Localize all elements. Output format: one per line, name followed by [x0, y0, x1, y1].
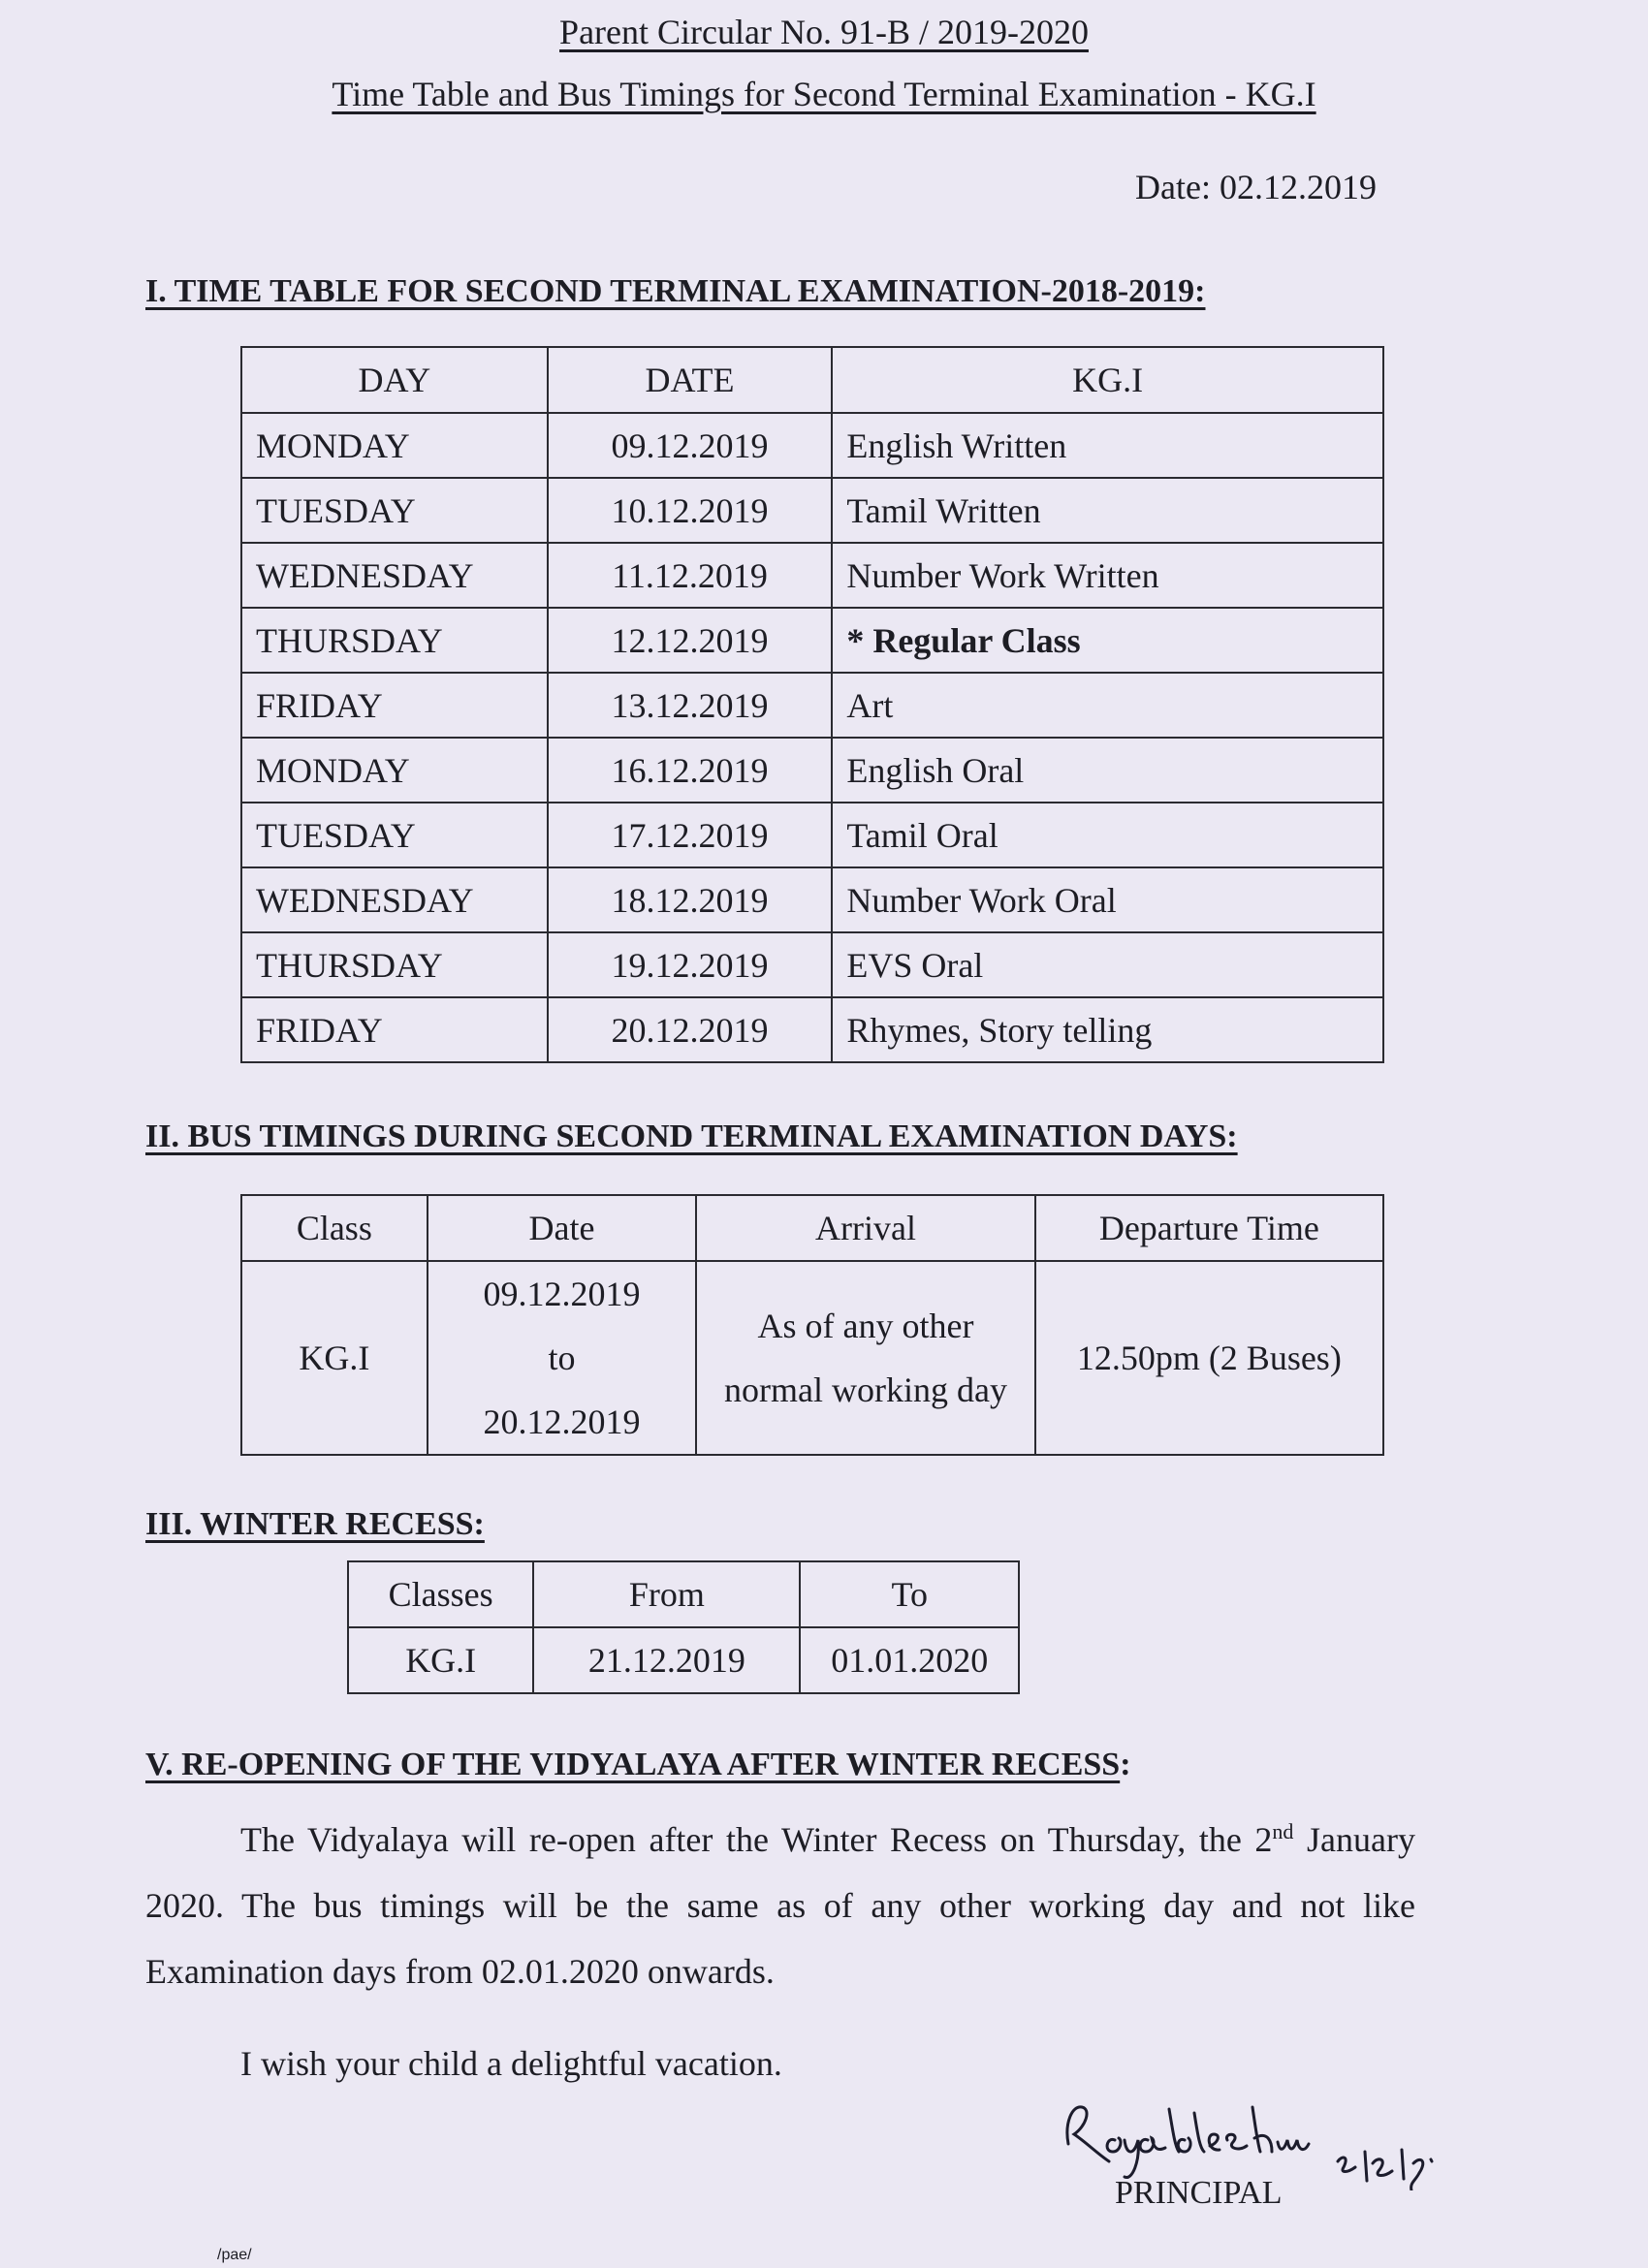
from-cell: 21.12.2019 [533, 1627, 800, 1693]
subject-cell: Tamil Oral [832, 803, 1383, 867]
date-cell: 16.12.2019 [548, 738, 833, 803]
date-cell: 20.12.2019 [548, 997, 833, 1062]
table-row [241, 608, 1383, 673]
table-row [241, 543, 1383, 608]
subject-cell: Tamil Written [832, 478, 1383, 543]
date-to-word: to [548, 1339, 576, 1377]
col-arrival: Arrival [696, 1195, 1034, 1261]
date-cell: 09.12.2019 [548, 413, 833, 478]
arrival-cell [696, 1261, 1034, 1455]
col-date: Date [428, 1195, 697, 1261]
col-class: Class [241, 1195, 428, 1261]
footer-reference: /pae/ [217, 2247, 252, 2263]
departure-cell: 12.50pm (2 Buses) [1035, 1261, 1383, 1455]
day-cell: MONDAY [241, 738, 548, 803]
day-cell: TUESDAY [241, 803, 548, 867]
subject-cell: Rhymes, Story telling [832, 997, 1383, 1062]
subject-cell: * Regular Class [832, 608, 1383, 673]
col-date: DATE [548, 347, 833, 413]
day-cell: FRIDAY [241, 673, 548, 738]
col-classes: Classes [348, 1561, 533, 1627]
table-row [241, 803, 1383, 867]
date-cell: 11.12.2019 [548, 543, 833, 608]
table-row [241, 932, 1383, 997]
date-to: 20.12.2019 [483, 1402, 641, 1441]
date-cell: 17.12.2019 [548, 803, 833, 867]
arrival-line-1: As of any other [757, 1307, 974, 1345]
col-to: To [800, 1561, 1019, 1627]
col-day: DAY [241, 347, 548, 413]
section-1-heading: I. TIME TABLE FOR SECOND TERMINAL EXAMINATION-2018-2019: [145, 273, 1206, 309]
table-row [241, 1261, 1383, 1455]
table-row [241, 738, 1383, 803]
table-row [241, 673, 1383, 738]
subject-cell: Number Work Oral [832, 867, 1383, 932]
day-cell: WEDNESDAY [241, 867, 548, 932]
table-row [241, 413, 1383, 478]
day-cell: THURSDAY [241, 608, 548, 673]
day-cell: TUESDAY [241, 478, 548, 543]
subject-cell: English Oral [832, 738, 1383, 803]
date-cell: 13.12.2019 [548, 673, 833, 738]
exam-timetable [240, 346, 1384, 1063]
table-row [241, 478, 1383, 543]
exam-table-header [241, 347, 1383, 413]
section-2-heading: II. BUS TIMINGS DURING SECOND TERMINAL EXAMINATION DAYS: [145, 1118, 1238, 1154]
col-kgi: KG.I [832, 347, 1383, 413]
date-cell: 10.12.2019 [548, 478, 833, 543]
to-cell: 01.01.2020 [800, 1627, 1019, 1693]
table-row [241, 867, 1383, 932]
day-cell: WEDNESDAY [241, 543, 548, 608]
table-row [348, 1627, 1019, 1693]
bus-timings-table [240, 1194, 1384, 1456]
subject-cell: EVS Oral [832, 932, 1383, 997]
day-cell: FRIDAY [241, 997, 548, 1062]
subject-cell: English Written [832, 413, 1383, 478]
principal-designation: PRINCIPAL [1115, 2175, 1283, 2211]
class-cell: KG.I [241, 1261, 428, 1455]
circular-number: Parent Circular No. 91-B / 2019-2020 [559, 13, 1089, 51]
winter-recess-table [347, 1560, 1020, 1694]
section-3-heading: III. WINTER RECESS: [145, 1506, 485, 1542]
circular-date: Date: 02.12.2019 [1135, 168, 1377, 206]
date-from: 09.12.2019 [483, 1275, 641, 1313]
recess-table-header [348, 1561, 1019, 1627]
closing-wish: I wish your child a delightful vacation. [240, 2044, 782, 2083]
col-departure: Departure Time [1035, 1195, 1383, 1261]
day-cell: MONDAY [241, 413, 548, 478]
date-cell: 18.12.2019 [548, 867, 833, 932]
circular-subject: Time Table and Bus Timings for Second Terminal Examination - KG.I [332, 75, 1316, 113]
col-from: From [533, 1561, 800, 1627]
class-cell: KG.I [348, 1627, 533, 1693]
date-cell: 19.12.2019 [548, 932, 833, 997]
date-range-cell [428, 1261, 697, 1455]
reopening-paragraph: The Vidyalaya will re-open after the Winter Recess on Thursday, the 2nd January 2020. The bus timings will be the same as of any other working day and not like Examination days from 02.01.2020 onwards. [145, 1819, 1415, 1991]
arrival-line-2: normal working day [724, 1370, 1007, 1409]
subject-cell: Number Work Written [832, 543, 1383, 608]
section-5-heading: V. RE-OPENING OF THE VIDYALAYA AFTER WINTER RECESS: [145, 1747, 1131, 1782]
subject-cell: Art [832, 673, 1383, 738]
bus-table-header [241, 1195, 1383, 1261]
table-row [241, 997, 1383, 1062]
day-cell: THURSDAY [241, 932, 548, 997]
date-cell: 12.12.2019 [548, 608, 833, 673]
